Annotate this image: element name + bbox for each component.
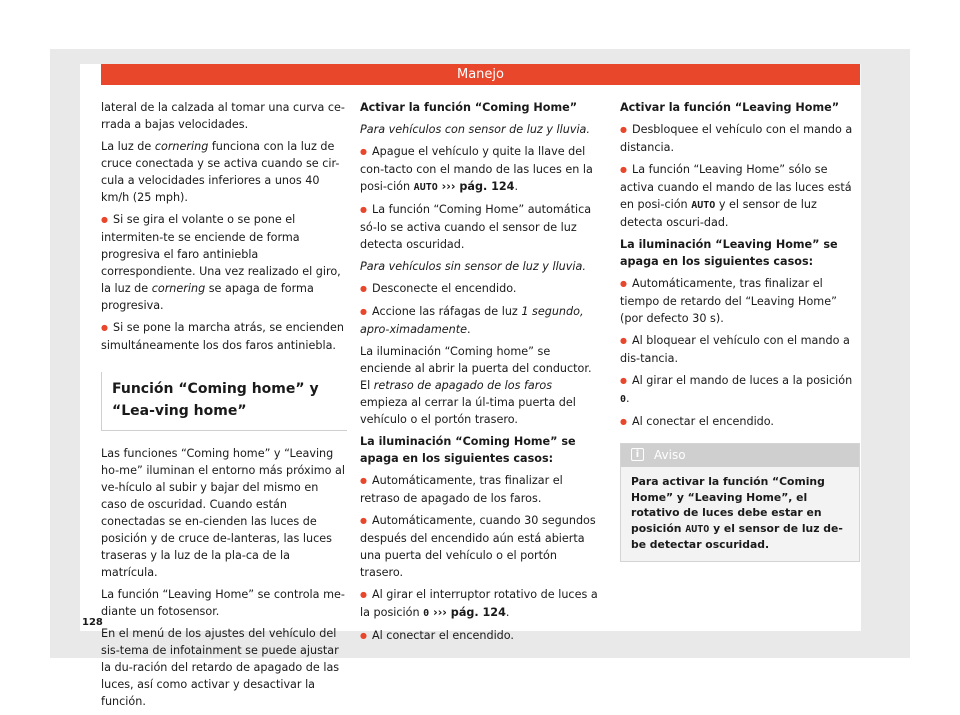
column-3 [620, 99, 860, 562]
column-1 [101, 99, 347, 715]
notice-body: Para activar la función “Coming Home” y “Leaving Home”, el rotativo de luces debe estar en posición AUTO y el sensor de luz de-be detectar oscuridad. [631, 475, 843, 551]
subheading: La iluminación “Leaving Home” se apaga en los siguientes casos: [620, 238, 838, 268]
light-switch-auto-symbol: AUTO [413, 182, 438, 193]
bullet-item: ● Si se gira el volante o se pone el intermiten-te se enciende de forma progresiva el faro antiniebla correspondiente. Una vez realizado el giro, la luz de cornering se apaga de forma progresiva. [101, 211, 347, 314]
light-switch-auto-symbol: AUTO [691, 200, 716, 211]
light-switch-off-symbol: 0 [620, 394, 627, 405]
bullet-item: ● Al conectar el encendido. [620, 413, 860, 431]
page-reference-link[interactable]: ››› pág. 124 [437, 180, 515, 193]
paragraph: La luz de cornering funciona con la luz de cruce conectada y se activa cuando se cir-cula a velocidades inferiores a unos 40 km/h (25 mph). [101, 140, 340, 204]
bullet-item: ● Automáticamente, tras finalizar el retraso de apagado de los faros. [360, 472, 602, 507]
subheading: La iluminación “Coming Home” se apaga en los siguientes casos: [360, 435, 576, 465]
column-2 [360, 99, 602, 650]
section-title: Función “Coming home” y “Lea-ving home” [101, 372, 347, 431]
info-icon: i [631, 448, 644, 461]
bullet-item: ● Al girar el interruptor rotativo de luces a la posición 0 ››› pág. 124. [360, 586, 602, 622]
notice-box [620, 443, 860, 562]
bullet-item: ● Al girar el mando de luces a la posición 0. [620, 372, 860, 408]
page-number: 128 [82, 617, 103, 628]
subheading: Activar la función “Leaving Home” [620, 101, 840, 114]
notice-title: Aviso [654, 448, 686, 462]
bullet-item: ● Accione las ráfagas de luz 1 segundo, apro-ximadamente. [360, 303, 602, 338]
paragraph: La iluminación “Coming home” se enciende al abrir la puerta del conductor. El retraso de apagado de los faros empieza al cerrar la úl-tima puerta del vehículo o el portón trasero. [360, 345, 592, 426]
subheading: Activar la función “Coming Home” [360, 101, 578, 114]
bullet-item: ● La función “Coming Home” automática só-lo se activa cuando el sensor de luz detecta oscuridad. [360, 201, 602, 253]
light-switch-auto-symbol: AUTO [685, 523, 710, 535]
paragraph: Las funciones “Coming home” y “Leaving ho-me” iluminan el entorno más próximo al ve-hículo al subir y bajar del mismo en caso de oscuridad. Cuando están conectadas se en-cienden las luces de posición y de cruce de-lanteras, las luces traseras y la luz de la pla-ca de la matrícula. [101, 447, 345, 579]
bullet-item: ● Automáticamente, cuando 30 segundos después del encendido aún está abierta una puerta del vehículo o el portón trasero. [360, 512, 602, 581]
bullet-item: ● Desbloquee el vehículo con el mando a distancia. [620, 121, 860, 156]
bullet-item: ● Si se pone la marcha atrás, se encienden simultáneamente los dos faros antiniebla. [101, 319, 347, 354]
section-header: Manejo [101, 64, 860, 85]
notice-header [621, 444, 859, 467]
bullet-item: ● Desconecte el encendido. [360, 280, 602, 298]
paragraph: La función “Leaving Home” se controla me-diante un fotosensor. [101, 588, 345, 618]
bullet-item: ● Automáticamente, tras finalizar el tiempo de retardo del “Leaving Home” (por defecto 30 s). [620, 275, 860, 327]
bullet-item: ● Al conectar el encendido. [360, 627, 602, 645]
bullet-item: ● Apague el vehículo y quite la llave del con-tacto con el mando de las luces en la posi-ción AUTO ››› pág. 124. [360, 143, 602, 196]
paragraph: lateral de la calzada al tomar una curva ce-rrada a bajas velocidades. [101, 101, 345, 131]
condition-note: Para vehículos sin sensor de luz y lluvia. [360, 260, 586, 273]
condition-note: Para vehículos con sensor de luz y lluvia. [360, 123, 590, 136]
page-reference-link[interactable]: ››› pág. 124 [429, 606, 506, 619]
bullet-item: ● Al bloquear el vehículo con el mando a dis-tancia. [620, 332, 860, 367]
bullet-item: ● La función “Leaving Home” sólo se activa cuando el mando de las luces está en posi-ción AUTO y el sensor de luz detecta oscuri-dad. [620, 161, 860, 231]
paragraph: En el menú de los ajustes del vehículo del sis-tema de infotainment se puede ajustar la du-ración del retardo de apagado de las luces, así como activar y desactivar la función. [101, 627, 340, 708]
light-switch-off-symbol: 0 [423, 608, 430, 619]
